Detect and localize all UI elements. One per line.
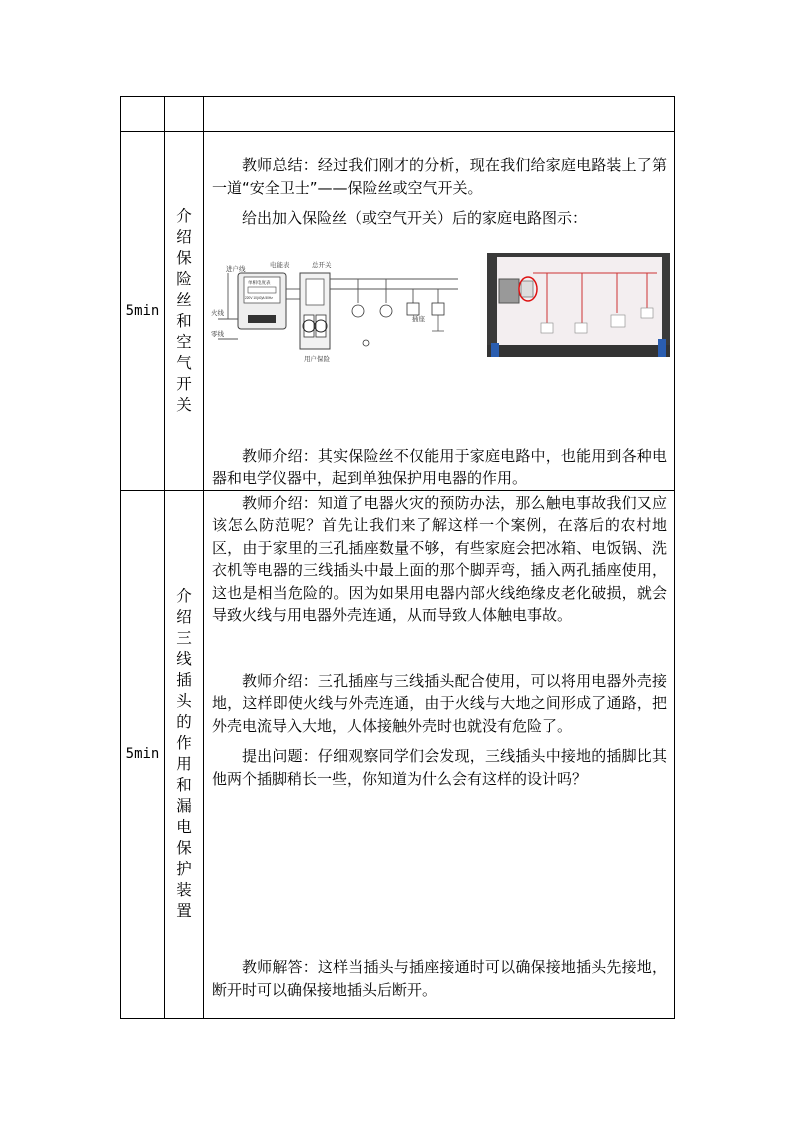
content-cell (204, 490, 675, 1019)
paragraph: 教师解答：这样当插头与插座接通时可以确保接地插头先接地，断开时可以确保接地插头后断开。 (212, 958, 667, 999)
title-cell: 介绍保险丝和空气开关 (165, 132, 204, 491)
content-cell (204, 97, 675, 132)
time-cell (121, 97, 165, 132)
title-cell: 介绍三线插头的作用和漏电保护装置 (165, 490, 204, 1019)
meter-label: 电能表 (270, 262, 290, 269)
paragraph: 教师介绍：三孔插座与三线插头配合使用，可以将用电器外壳接地，这样即使火线与外壳连通，由于火线与大地之间形成了通路，把外壳电流导入大地，人体接触外壳时也就没有危险了。 (212, 671, 667, 735)
title-cell (165, 97, 204, 132)
meter-face-text: 单相电度表 (248, 280, 271, 285)
table-row (121, 490, 675, 1019)
circuit-diagram (208, 259, 462, 371)
main-switch-label: 总开关 (312, 262, 332, 269)
time-cell: 5min (121, 490, 165, 1019)
paragraph: 给出加入保险丝（或空气开关）后的家庭电路图示： (242, 209, 588, 227)
live-wire-label: 火线 (211, 310, 224, 317)
paragraph: 提出问题：仔细观察同学们会发现，三线插头中接地的插脚比其他两个插脚稍长一些，你知道为什么会有这样的设计吗？ (212, 747, 667, 788)
circuit-board-photo (487, 253, 670, 357)
paragraph: 教师总结：经过我们刚才的分析，现在我们给家庭电路装上了第一道“安全卫士”——保险丝或空气开关。 (212, 156, 667, 197)
fuse-label: 用户保险 (304, 356, 330, 363)
socket-label: 插座 (412, 316, 425, 323)
table-row (121, 132, 675, 491)
incoming-line-label: 进户线 (226, 266, 246, 273)
neutral-wire-label: 零线 (211, 331, 224, 338)
lesson-plan-table (120, 96, 675, 1019)
meter-spec-text: 220V 10(40)A 50Hz (245, 296, 273, 300)
content-cell (204, 132, 675, 491)
paragraph: 教师介绍：其实保险丝不仅能用于家庭电路中，也能用到各种电器和电学仪器中，起到单独保护用电器的作用。 (212, 446, 667, 487)
table-row (121, 97, 675, 132)
time-cell: 5min (121, 132, 165, 491)
paragraph: 教师介绍：知道了电器火灾的预防办法，那么触电事故我们又应该怎么防范呢？首先让我们来了解这样一个案例，在落后的农村地区，由于家里的三孔插座数量不够，有些家庭会把冰箱、电饭锅、洗衣机等电器的三线插头中最上面的那个脚弄弯，插入两孔插座使用，这也是相当危险的。因为如果用电器内部火线绝缘皮老化破损，就会导致火线与用电器外壳连通，从而导致人体触电事故。 (212, 493, 667, 624)
